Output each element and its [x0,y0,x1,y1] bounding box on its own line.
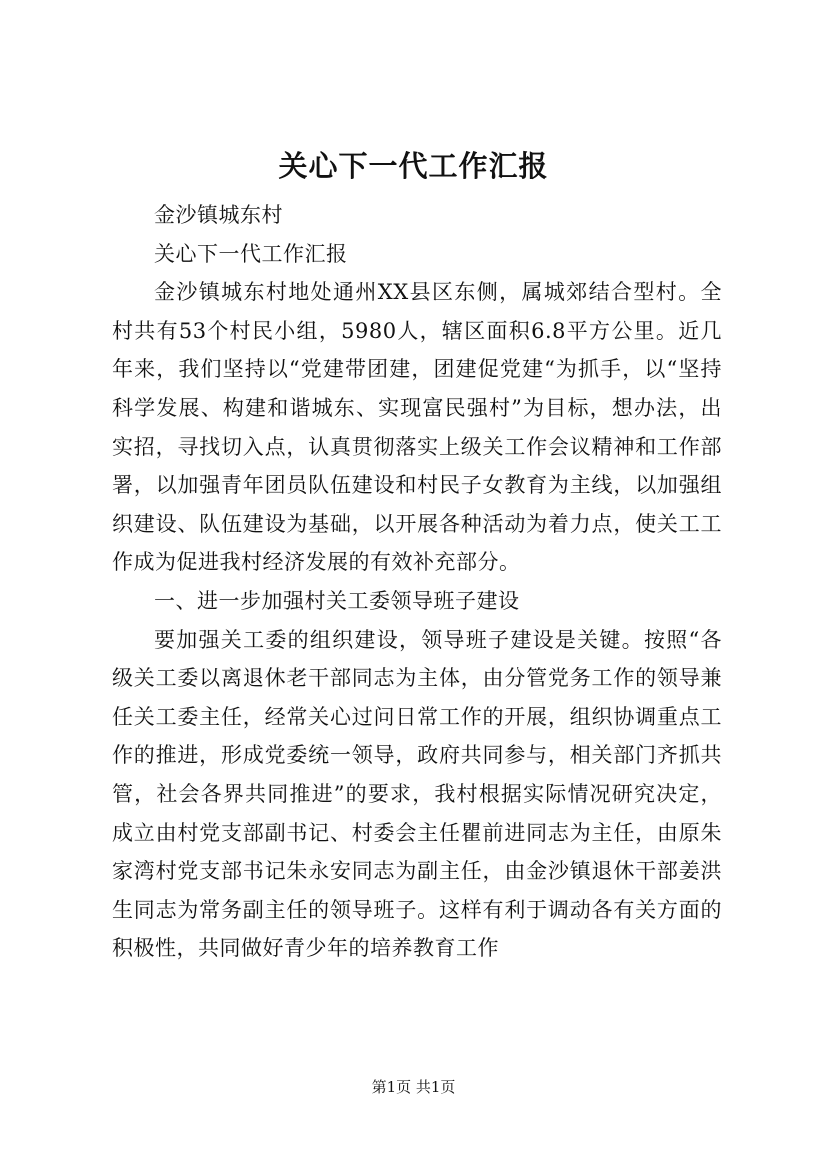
village-name-line: 金沙镇城东村 [154,203,283,227]
intro-paragraph: 金沙镇城东村地处通州XX县区东侧，属城郊结合型村。全村共有53个村民小组，5980人，辖区面积6.8平方公里。近几年来，我们坚持以“党建带团建，团建促党建“为抓手，以“坚持科学发展、构建和谐城东、实现富民强村”为目标，想办法，出实招，寻找切入点，认真贯彻落实上级关工作会议精神和工作部署，以加强青年团员队伍建设和村民子女教育为主线，以加强组织建设、队伍建设为基础，以开展各种活动为着力点，使关工工作成为促进我村经济发展的有效补充部分。 [112,280,722,575]
report-subtitle-line: 关心下一代工作汇报 [154,241,348,266]
section-heading-1: 一、进一步加强村关工委领导班子建设 [154,588,520,613]
section-1-paragraph: 要加强关工委的组织建设，领导班子建设是关键。按照“各级关工委以离退休老干部同志为主体，由分管党务工作的领导兼任关工委主任，经常关心过问日常工作的开展，组织协调重点工作的推进，形成党委统一领导，政府共同参与，相关部门齐抓共管，社会各界共同推进”的要求，我村根据实际情况研究决定，成立由村党支部副书记、村委会主任瞿前进同志为主任，由原朱家湾村党支部书记朱永安同志为副主任，由金沙镇退休干部姜洪生同志为常务副主任的领导班子。这样有利于调动各有关方面的积极性，共同做好青少年的培养教育工作 [112,627,722,961]
document-title: 关心下一代工作汇报 [278,149,549,183]
document-body [112,196,722,968]
page-footer: 第1页 共1页 [371,1078,456,1096]
